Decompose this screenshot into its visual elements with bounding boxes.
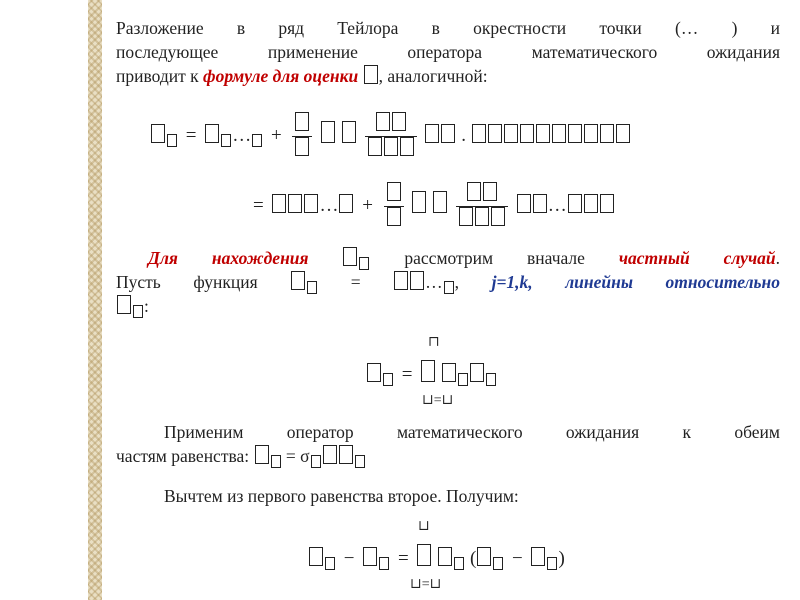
fraction <box>365 112 417 161</box>
math-symbol-placeholder <box>425 124 439 143</box>
math-symbol-placeholder <box>295 137 309 156</box>
close-paren: ) <box>558 548 565 569</box>
highlight-special-case: частный случай <box>618 248 776 268</box>
formula-taylor-mean-continued <box>250 182 615 231</box>
math-symbol-placeholder <box>568 194 582 213</box>
math-symbol-placeholder <box>536 124 550 143</box>
formula-difference <box>308 544 565 571</box>
math-subscript-placeholder <box>167 134 177 147</box>
fraction-numerator <box>365 112 417 137</box>
math-subscript-placeholder <box>493 557 503 570</box>
minus-sign: − <box>343 548 355 569</box>
ellipsis: … <box>319 194 339 216</box>
math-symbol-placeholder <box>272 194 286 213</box>
text-segment: Применим оператор математического ожидания к обеим <box>164 422 780 442</box>
text-segment: частям равенства: <box>116 446 250 466</box>
sum-symbol-placeholder <box>321 121 335 143</box>
minus-sign: − <box>512 548 523 569</box>
text-segment: Пусть функция <box>116 272 258 292</box>
math-symbol-placeholder <box>304 194 318 213</box>
sum-symbol-placeholder <box>412 191 426 213</box>
math-subscript-placeholder <box>271 455 281 468</box>
math-symbol-placeholder <box>459 207 473 226</box>
ellipsis: … <box>425 272 443 292</box>
sum-upper-limit: ⊔ <box>418 519 430 534</box>
text-segment: , аналогичной: <box>378 66 488 86</box>
plus-sign: + <box>270 124 282 146</box>
paragraph-subtract <box>164 484 724 508</box>
math-symbol-placeholder <box>364 65 378 84</box>
text-segment: рассмотрим вначале <box>370 248 619 268</box>
math-symbol-placeholder <box>517 194 531 213</box>
math-subscript-placeholder <box>383 373 393 386</box>
fraction-numerator <box>456 182 508 207</box>
math-subscript-placeholder <box>454 557 464 570</box>
math-symbol-placeholder <box>376 112 390 131</box>
fraction-numerator <box>384 182 404 207</box>
ellipsis: … <box>547 194 567 216</box>
math-symbol-placeholder <box>533 194 547 213</box>
text-segment: . <box>775 248 780 268</box>
equals-sign: = <box>253 194 264 216</box>
math-symbol-placeholder <box>291 271 305 290</box>
paragraph-apply-expectation <box>116 420 780 468</box>
paragraph-taylor-expansion <box>116 16 780 88</box>
text-segment: Вычтем из первого равенства второе. Получим: <box>164 486 519 506</box>
paragraph-line <box>116 246 780 270</box>
math-symbol-placeholder <box>552 124 566 143</box>
text-segment: : <box>144 296 149 316</box>
math-symbol-placeholder <box>584 124 598 143</box>
math-symbol-placeholder <box>384 137 398 156</box>
formula-taylor-mean <box>150 112 631 161</box>
math-symbol-placeholder <box>255 445 269 464</box>
paragraph-line <box>116 16 780 40</box>
math-symbol-placeholder <box>288 194 302 213</box>
fraction-numerator <box>292 112 312 137</box>
math-symbol-placeholder <box>295 112 309 131</box>
fraction <box>292 112 312 161</box>
highlight-linear-relative: j=1,k, линейны относительно <box>491 272 781 292</box>
math-symbol-placeholder <box>205 124 219 143</box>
math-symbol-placeholder <box>438 547 452 566</box>
text-segment: приводит к <box>116 66 204 86</box>
sum-symbol-placeholder <box>421 360 435 382</box>
math-subscript-placeholder <box>133 305 143 318</box>
math-symbol-placeholder <box>387 182 401 201</box>
math-subscript-placeholder <box>486 373 496 386</box>
fraction-denominator <box>456 207 508 231</box>
math-symbol-placeholder <box>394 271 408 290</box>
highlight-for-finding: Для нахождения <box>148 248 309 268</box>
equals-sign: = <box>185 124 197 146</box>
math-symbol-placeholder <box>117 295 131 314</box>
math-subscript-placeholder <box>252 134 262 147</box>
paragraph-line <box>116 444 780 468</box>
math-symbol-placeholder <box>520 124 534 143</box>
formula-linear-function <box>366 360 497 387</box>
math-symbol-placeholder <box>367 363 381 382</box>
math-symbol-placeholder <box>368 137 382 156</box>
sum-symbol-placeholder <box>433 191 447 213</box>
math-subscript-placeholder <box>355 455 365 468</box>
math-symbol-placeholder <box>339 194 353 213</box>
sum-upper-limit: ⊓ <box>428 335 440 350</box>
math-subscript-placeholder <box>547 557 557 570</box>
math-symbol-placeholder <box>504 124 518 143</box>
math-symbol-placeholder <box>339 445 353 464</box>
paragraph-line <box>164 484 724 508</box>
math-symbol-placeholder <box>400 137 414 156</box>
equals-sign: = <box>401 364 413 385</box>
fraction-denominator <box>365 137 417 161</box>
fraction-denominator <box>384 207 404 231</box>
paragraph-line <box>116 294 780 318</box>
math-subscript-placeholder <box>444 281 454 294</box>
decorative-side-stripe <box>88 0 102 600</box>
highlight-formula-for-estimate: формуле для оценки <box>203 66 359 86</box>
sum-symbol-placeholder <box>342 121 356 143</box>
math-subscript-placeholder <box>379 557 389 570</box>
paragraph-special-case <box>116 246 780 318</box>
paragraph-line <box>116 420 780 444</box>
math-symbol-placeholder <box>491 207 505 226</box>
math-subscript-placeholder <box>307 281 317 294</box>
sum-symbol-placeholder <box>417 544 431 566</box>
math-symbol-placeholder <box>477 547 491 566</box>
math-symbol-placeholder <box>616 124 630 143</box>
equals-sign: = <box>350 272 361 292</box>
math-subscript-placeholder <box>458 373 468 386</box>
math-symbol-placeholder <box>467 182 481 201</box>
fraction <box>456 182 508 231</box>
paragraph-line <box>116 40 780 64</box>
plus-sign: + <box>362 194 373 216</box>
math-symbol-placeholder <box>151 124 165 143</box>
math-symbol-placeholder <box>475 207 489 226</box>
math-symbol-placeholder <box>363 547 377 566</box>
math-symbol-placeholder <box>442 363 456 382</box>
open-paren: ( <box>469 548 477 569</box>
math-symbol-placeholder <box>488 124 502 143</box>
math-symbol-placeholder <box>600 124 614 143</box>
math-symbol-placeholder <box>568 124 582 143</box>
math-symbol-placeholder <box>483 182 497 201</box>
math-subscript-placeholder <box>359 257 369 270</box>
sum-lower-limit: ⊔=⊔ <box>410 577 442 592</box>
ellipsis: … <box>232 124 252 146</box>
math-subscript-placeholder <box>221 134 231 147</box>
text-segment: последующее применение оператора математического ожидания <box>116 42 780 62</box>
equals-sigma: = σ <box>285 446 310 466</box>
math-symbol-placeholder <box>410 271 424 290</box>
fraction <box>384 182 404 231</box>
paragraph-line: Пусть функция = … , j=1,k, линейны относительно <box>116 272 781 292</box>
paragraph-line <box>116 64 780 88</box>
dot-operator: . <box>461 124 466 146</box>
math-symbol-placeholder <box>441 124 455 143</box>
math-symbol-placeholder <box>472 124 486 143</box>
math-symbol-placeholder <box>470 363 484 382</box>
math-symbol-placeholder <box>584 194 598 213</box>
sum-lower-limit: ⊔=⊔ <box>422 393 454 408</box>
text-segment: Разложение в ряд Тейлора в окрестности точки (… ) и <box>116 18 780 38</box>
math-subscript-placeholder <box>325 557 335 570</box>
math-symbol-placeholder <box>309 547 323 566</box>
math-symbol-placeholder <box>392 112 406 131</box>
math-symbol-placeholder <box>387 207 401 226</box>
math-subscript-placeholder <box>311 455 321 468</box>
math-symbol-placeholder <box>600 194 614 213</box>
equals-sign: = <box>397 548 409 569</box>
math-symbol-placeholder <box>531 547 545 566</box>
math-symbol-placeholder <box>323 445 337 464</box>
fraction-denominator <box>292 137 312 161</box>
math-symbol-placeholder <box>343 247 357 266</box>
